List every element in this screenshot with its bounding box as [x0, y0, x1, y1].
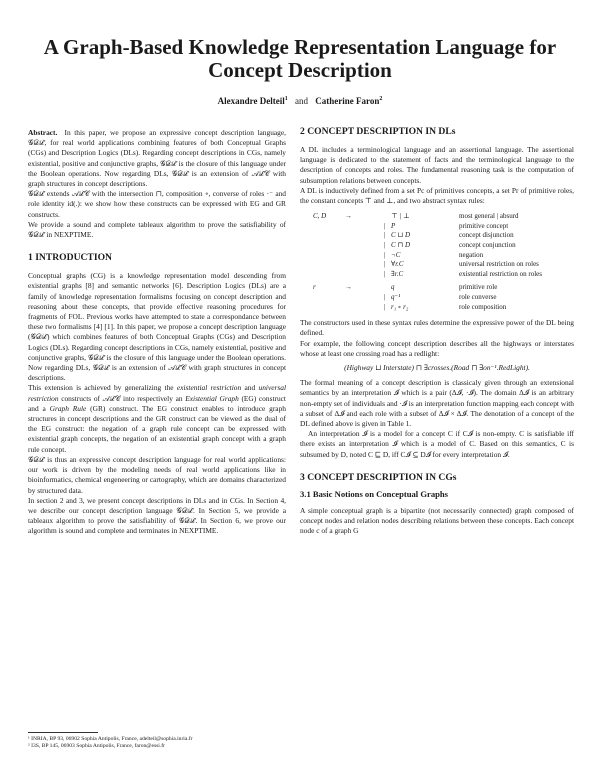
footnotes: [28, 736, 286, 751]
author-line: [0, 96, 600, 106]
syntax-rule-row: [310, 260, 545, 270]
syntax-description: role composition: [459, 302, 507, 311]
syntax-expression: C ⊔ D: [391, 231, 411, 240]
syntax-rule-row: [310, 241, 545, 251]
abstract-paragraph: 𝒢𝒟ℒ extends 𝒜ℒ𝒞 with the intersection ⊓, composition ∘, converse of roles ·⁻ and role identity id(.): we show how these constructs can be expressed with EG and GR constructs.: [28, 189, 286, 219]
syntax-separator: |: [383, 269, 385, 278]
syntax-rule-row: [310, 303, 509, 313]
syntax-separator: [370, 283, 388, 293]
syntax-expression: ∃r.C: [391, 269, 404, 278]
syntax-lhs: [310, 270, 342, 280]
author-mark: 1: [284, 96, 288, 102]
syntax-expression: ∀r.C: [391, 260, 404, 269]
text-run: Existential Graph: [185, 393, 239, 403]
body-paragraph: A simple conceptual graph is a bipartite (not necessarily connected) graph composed of concept nodes and relation nodes describing relations between these concepts. Each concept node c of a graph G: [300, 505, 574, 536]
author-separator: and: [295, 96, 308, 106]
syntax-rules-concepts: [310, 212, 545, 279]
body-paragraph: In section 2 and 3, we present concept descriptions in DLs and in CGs. In Section 4, we describe our concept description language 𝒢𝒟ℒ. In Section 5, we provide a tableaux algorithm to prove the satisfiability of 𝒢𝒟ℒ. In Section 6, we prove our algorithm is sound and complete and terminates in NEXPTIME.: [28, 495, 286, 536]
syntax-description: primitive concept: [459, 221, 509, 230]
syntax-description: negation: [459, 250, 484, 259]
body-paragraph: 𝒢𝒟ℒ is thus an expressive concept description language for real world applications: our work is driven by the modeling needs of real world applications like in bioinformatics, chemical engeneering or cartography, which are domains characterized by structured data.: [28, 454, 286, 495]
syntax-rule-row: [310, 231, 545, 241]
syntax-separator: |: [383, 241, 385, 249]
syntax-arrow: [342, 231, 370, 241]
footnote-rule: [28, 732, 98, 733]
section-heading: 2 CONCEPT DESCRIPTION IN DLs: [300, 126, 456, 137]
syntax-arrow: →: [345, 212, 352, 221]
section-heading: 3 CONCEPT DESCRIPTION IN CGs: [300, 471, 457, 483]
syntax-description: primitive role: [459, 283, 498, 292]
footnote: ² I3S, BP 145, 06903 Sophia Antipolis, France, faron@essi.fr: [28, 743, 165, 750]
syntax-rule-row: [310, 251, 545, 261]
syntax-separator: [370, 212, 388, 222]
syntax-rule-row: [310, 283, 509, 293]
section-heading: 1 INTRODUCTION: [28, 252, 112, 264]
syntax-arrow: [342, 270, 370, 280]
syntax-lhs: [310, 251, 342, 261]
author-mark: 2: [379, 96, 383, 102]
syntax-separator: |: [383, 260, 385, 269]
text-run: constructs of 𝒜ℒ𝒞 into respectively an: [58, 393, 186, 403]
body-paragraph: The formal meaning of a concept description is classicaly given through an extensional semantics by an interpretation 𝓘 which is a pair (Δ𝓘, ·𝓘). The domain Δ𝓘 is an arbitrary non-empty set of individuals and ·𝓘 is an interpretation function mapping each concept with a subset of Δ𝓘 and each role with a subset of Δ𝓘 × Δ𝓘. The denotation of a concept of the DL defined above is given in Table 1.: [300, 378, 574, 428]
syntax-description: role converse: [459, 292, 497, 301]
example-formula: (Highway ⊔ Interstate) ⊓ ∃crosses.(Road ⊓ ∃on⁻¹.RedLight).: [344, 362, 530, 372]
body-paragraph: For example, the following concept description describes all the highways or interstates whose at least one crossing road has a redlight:: [300, 338, 574, 358]
abstract-paragraph: We provide a sound and complete tableaux algorithm to prove the satisfiability of 𝒢𝒟ℒ in NEXPTIME.: [28, 219, 286, 240]
syntax-arrow: [342, 251, 370, 261]
syntax-arrow: [342, 303, 370, 313]
syntax-expression: r₁ ∘ r₂: [391, 302, 409, 311]
body-paragraph: An interpretation 𝓘 is a model for a concept C if C𝓘 is non-empty. C is satisfiable iff there exists an interpretation 𝓘 which is a model of C. Based on this semantics, C is subsumed by D, noted C ⊑ D, iff C𝓘 ⊆ D𝓘 for every interpretation 𝓘.: [300, 429, 574, 459]
text-run: and: [241, 383, 259, 393]
syntax-expression: ⊤ | ⊥: [391, 212, 410, 221]
syntax-arrow: →: [345, 283, 352, 292]
body-paragraph: A DL includes a terminological language and an assertional language. The assertional language is dedicated to the statement of facts and the terminological language to the description of concepts and roles. The fundamental reasoning task is the computation of subsumption relations between concepts.: [300, 145, 574, 185]
text-run: (EG) construct and a: [28, 393, 286, 413]
abstract-label: Abstract.: [28, 128, 58, 137]
syntax-arrow: [342, 222, 370, 232]
syntax-description: most general | absurd: [459, 212, 519, 221]
author-name: Catherine Faron: [315, 96, 380, 106]
syntax-expression: C ⊓ D: [391, 241, 411, 249]
body-paragraph: The constructors used in these syntax rules determine the expressive power of the DL being defined.: [300, 318, 574, 338]
syntax-rule-row: [310, 222, 545, 232]
syntax-arrow: [342, 293, 370, 303]
abstract: [28, 128, 286, 189]
subsection-heading: 3.1 Basic Notions on Conceptual Graphs: [300, 488, 449, 499]
syntax-separator: |: [383, 231, 385, 240]
text-run: universal restriction: [28, 383, 287, 403]
body-paragraph: Conceptual graphs (CG) is a knowledge representation model descending from existential graphs [8] and semantic networks [6]. Description Logics (DLs) are a family of knowledge representation formalisms focusing on concept description and reasoning about these concepts, that provide effective reasoning procedures for fragments of FOL. Previous works have attempted to state a correspondance between these two formalisms [4] [1]. In this paper, we propose a concept description language (𝒢𝒟ℒ) which combines features of both Conceptual Graphs (CGs) and Description Logics (DLs). Regarding concept descriptions in CGs, namely existential, positive and conjunctive graphs, 𝒢𝒟ℒ is the closure of this language under the Boolean operations. Now regarding DLs, 𝒢𝒟ℒ is an extension of 𝒜ℒ𝒞 with graph structures in concept descriptions.: [28, 271, 286, 383]
syntax-separator: |: [383, 292, 385, 301]
syntax-description: concept disjunction: [459, 231, 514, 240]
text-run: This extension is achieved by generalizing the: [28, 383, 177, 393]
abstract-text: In this paper, we propose an expressive concept description language, 𝒢𝒟ℒ, for real world applications combining features of both Conceptual Graphs (CGs) and Description Logics (DLs). Regarding concept descriptions in CGs, namely existential, positive and conjunctive graphs, 𝒢𝒟ℒ is the closure of this language under the Boolean operations. Now regarding DLs, 𝒢𝒟ℒ is an extension of 𝒜ℒ𝒞 with graph structures in concept descriptions.: [28, 128, 286, 189]
syntax-separator: |: [383, 302, 385, 311]
syntax-separator: |: [383, 250, 385, 259]
syntax-expression: q: [391, 283, 395, 292]
syntax-arrow: [342, 260, 370, 270]
syntax-lhs: [310, 293, 342, 303]
syntax-lhs: r: [313, 283, 316, 292]
footnote: ¹ INRIA, BP 93, 06902 Sophia Antipolis, France, adelteil@sophia.inria.fr: [28, 736, 193, 742]
syntax-separator: |: [383, 221, 385, 230]
syntax-rule-row: [310, 270, 545, 280]
syntax-lhs: [310, 241, 342, 251]
syntax-lhs: [310, 303, 342, 313]
syntax-lhs: [310, 260, 342, 270]
syntax-expression: ¬C: [391, 250, 401, 259]
syntax-rule-row: [310, 212, 545, 222]
syntax-rule-row: [310, 293, 509, 303]
text-run: existential restriction: [176, 383, 242, 393]
syntax-description: universal restriction on roles: [459, 260, 539, 269]
body-paragraph: [28, 383, 286, 454]
syntax-arrow: [342, 241, 370, 251]
syntax-description: concept conjunction: [459, 241, 516, 249]
paper-title: A Graph-Based Knowledge Representation Language for Concept Description: [43, 35, 557, 82]
syntax-rules-roles: [310, 283, 509, 312]
syntax-expression: P: [391, 221, 396, 230]
author-name: Alexandre Delteil: [217, 96, 285, 106]
syntax-expression: q⁻¹: [391, 292, 401, 301]
syntax-description: existential restriction on roles: [459, 269, 543, 278]
syntax-lhs: [310, 231, 342, 241]
right-column: [300, 126, 574, 536]
syntax-lhs: [310, 222, 342, 232]
text-run: Graph Rule: [49, 403, 87, 413]
body-paragraph: A DL is inductively defined from a set Pc of primitives concepts, a set Pr of primitive roles, the constant concepts ⊤ and ⊥, and two abstract syntax rules:: [300, 185, 574, 206]
syntax-lhs: C, D: [313, 212, 327, 221]
text-run: (GR) construct. The EG construct enables to introduce graph structures in concept descriptions and the GR construct can be viewed as the dual of the EG construct: the negation of a graph rule concept can be expressed with existential graph concepts, the negation of an existential graph concept with a graph rule concept.: [28, 403, 286, 454]
left-column: [28, 128, 286, 537]
